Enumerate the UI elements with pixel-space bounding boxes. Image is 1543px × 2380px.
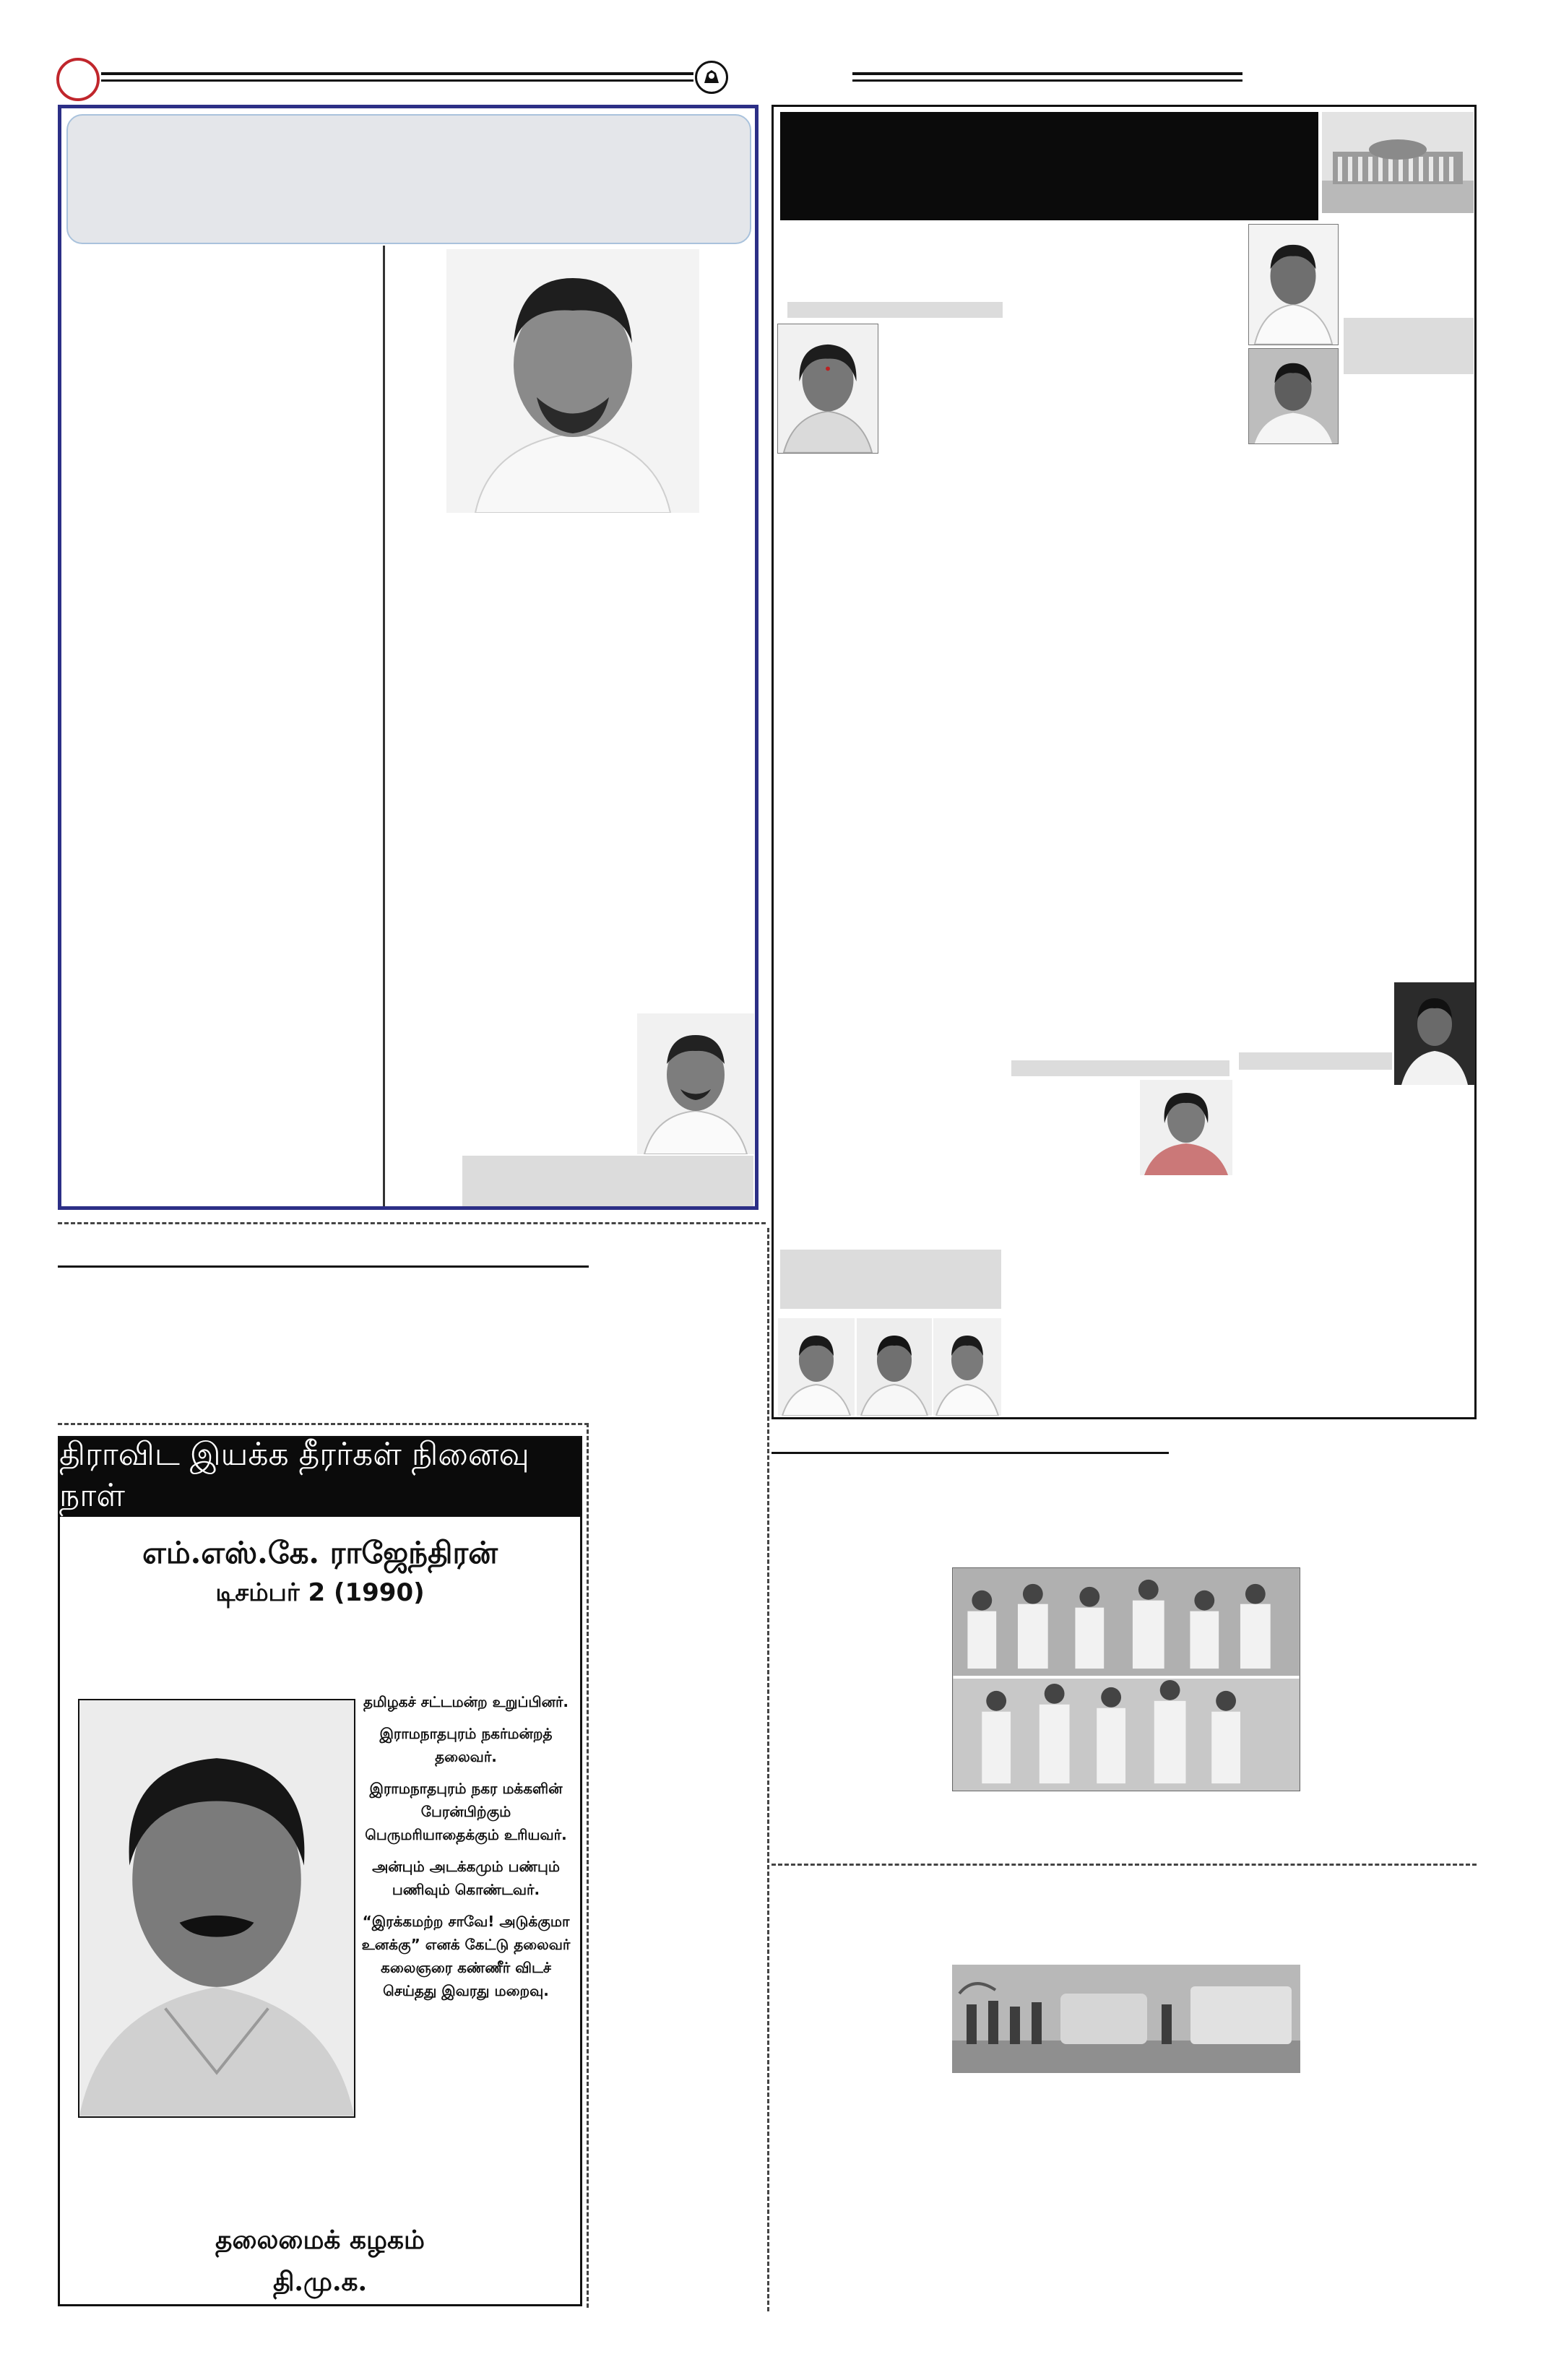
- right-lower-dashed-separator: [772, 1864, 1477, 1866]
- memorial-line: இராமநாதபுரம் நகர மக்களின் பேரன்பிற்கும் பெருமரியாதைக்கும் உரியவர்.: [365, 1780, 567, 1843]
- left-section-rule: [58, 1265, 589, 1268]
- caption-placeholder-r2: [787, 302, 1003, 318]
- right-story-headline-band: [780, 112, 1318, 220]
- event-photo-collage: [952, 1567, 1300, 1791]
- memorial-line: “இரக்கமற்ற சாவே! அடுக்குமா உனக்கு” எனக் கேட்டு தலைவர் கலைஞரை கண்ணீர் விடச் செய்தது இவரது மறைவு.: [361, 1913, 571, 1999]
- caption-placeholder-r6: [780, 1250, 1001, 1309]
- parliament-building-photo: [1322, 112, 1474, 213]
- memorial-name: எம்.எஸ்.கே. ராஜேந்திரன்: [142, 1535, 498, 1570]
- portrait-photo-r5: [1140, 1080, 1232, 1175]
- page-number-badge: [56, 58, 100, 101]
- right-section-rule: [772, 1452, 1169, 1454]
- left-story-column-divider: [383, 246, 385, 1206]
- portrait-photo-r1: [1248, 224, 1339, 345]
- center-gutter-dashed: [767, 1228, 769, 2311]
- header-rule-right-2: [852, 79, 1242, 82]
- memorial-tribute-text: [361, 1690, 571, 2011]
- header-rule-top: [101, 72, 693, 75]
- memorial-date: டிசம்பர் 2 (1990): [215, 1578, 425, 1607]
- portrait-photo-r3: [777, 324, 878, 454]
- memorial-banner: திராவிட இயக்க தீரர்கள் நினைவு நாள்: [59, 1437, 581, 1517]
- memorial-line: இராமநாதபுரம் நகர்மன்றத் தலைவர்.: [379, 1725, 553, 1765]
- memorial-line: தமிழகச் சட்டமன்ற உறுப்பினர்.: [363, 1693, 569, 1710]
- flood-relief-photo: [952, 1965, 1300, 2073]
- portrait-photo-secondary: [637, 1013, 754, 1154]
- portrait-photo-r6: [778, 1318, 855, 1416]
- memorial-dashed-right: [587, 1423, 589, 2308]
- memorial-footer-line2: தி.மு.க.: [272, 2267, 368, 2297]
- caption-placeholder-r4: [1239, 1052, 1392, 1070]
- caption-placeholder-r5: [1011, 1060, 1229, 1076]
- caption-placeholder-r1: [1344, 318, 1474, 374]
- memorial-portrait-photo: [78, 1699, 355, 2118]
- memorial-footer: [59, 2219, 581, 2303]
- header-rule-bottom: [101, 79, 693, 82]
- header-rule-right-1: [852, 72, 1242, 75]
- portrait-photo-r8: [933, 1318, 1001, 1416]
- caption-placeholder-left-box: [462, 1156, 753, 1206]
- memorial-dashed-top: [58, 1423, 589, 1425]
- memorial-line: அன்பும் அடக்கமும் பண்பும் பணிவும் கொண்டவர்.: [372, 1858, 560, 1898]
- portrait-photo-r2: [1248, 348, 1339, 444]
- portrait-photo-r4: [1394, 982, 1475, 1085]
- memorial-footer-line1: தலைமைக் கழகம்: [215, 2225, 425, 2255]
- left-dashed-separator: [58, 1222, 766, 1224]
- left-story-title-panel: [66, 114, 751, 244]
- party-emblem-icon: [695, 61, 728, 94]
- portrait-photo-main: [446, 249, 699, 513]
- portrait-photo-r7: [857, 1318, 932, 1416]
